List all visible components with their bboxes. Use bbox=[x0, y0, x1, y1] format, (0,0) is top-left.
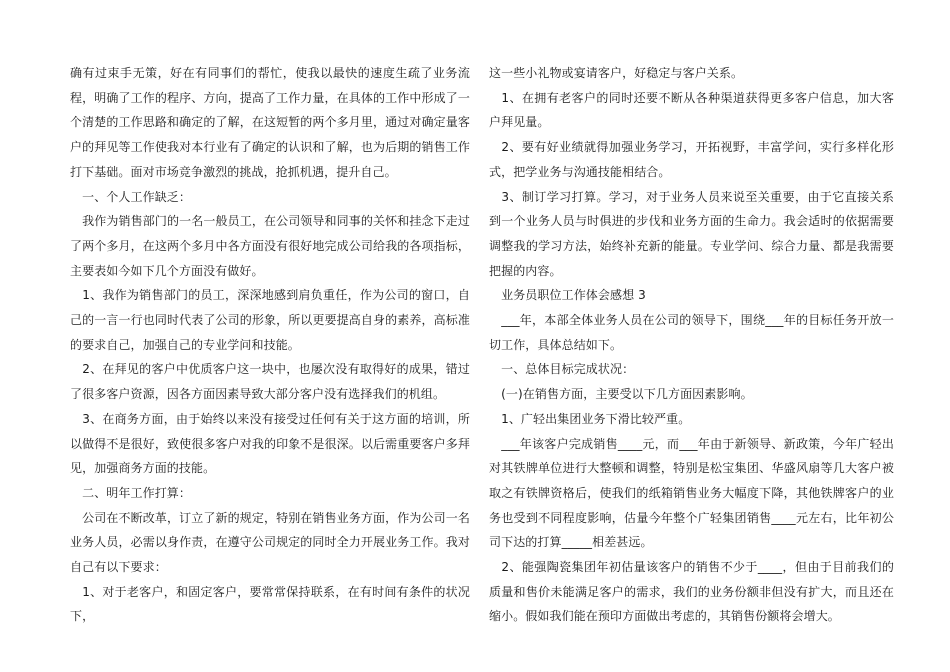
left-text-column bbox=[70, 61, 470, 629]
paragraph: ___年该客户完成销售____元，而___年由于新领导、新政策，今年广轻出对其铁牌单位进行大整顿和调整，特别是松宝集团、华盛风扇等几大客户被取之有铁牌资格后，使我们的纸箱销售业务大幅度下降，其他铁牌客户的业务也受到不同程度影响，估量今年整个广轻集团销售____元左右，比年初公司下达的打算_____相差甚远。 bbox=[489, 436, 894, 550]
list-item: 1、对于老客户，和固定客户，要常常保持联系，在有时间有条件的状况下， bbox=[70, 584, 470, 624]
article-title: 业务员职位工作体会感想 3 bbox=[489, 288, 646, 303]
list-item: 2、要有好业绩就得加强业务学习，开拓视野，丰富学问，实行多样化形式，把学业务与沟通技能相结合。 bbox=[489, 140, 894, 179]
right-text-column bbox=[489, 61, 894, 629]
section-heading-shortcomings: 一、个人工作缺乏： bbox=[70, 189, 192, 204]
paragraph: 我作为销售部门的一名一般员工，在公司领导和同事的关怀和挂念下走过了两个多月，在这两个多月中各方面没有很好地完成公司给我的各项指标，主要表如今如下几个方面没有做好。 bbox=[70, 214, 470, 278]
section-heading-overall: 一、总体目标完成状况： bbox=[489, 362, 635, 377]
paragraph: 确有过束手无策，好在有同事们的帮忙，使我以最快的速度生疏了业务流程，明确了工作的程序、方向，提高了工作力量，在具体的工作中形成了一个清楚的工作思路和确定的了解，在这短暂的两个多月里，通过对确定量客户的拜见等工作使我对本行业有了确定的认识和了解，也为后期的销售工作打下基础。面对市场竞争激烈的挑战，抢抓机遇，提升自己。 bbox=[70, 66, 470, 179]
list-item: 1、我作为销售部门的员工，深深地感到肩负重任，作为公司的窗口，自己的一言一行也同时代表了公司的形象，所以更要提高自身的素养，高标准的要求自己，加强自己的专业学问和技能。 bbox=[70, 288, 470, 352]
list-item: 2、能强陶瓷集团年初估量该客户的销售不少于____，但由于目前我们的质量和售价未能满足客户的需求，我们的业务份额非但没有扩大，而且还在缩小。假如我们能在预印方面做出考虑的，其销售份额将会增大。 bbox=[489, 560, 894, 624]
list-item: 3、在商务方面，由于始终以来没有接受过任何有关于这方面的培训，所以做得不是很好，致使很多客户对我的印象不是很深。以后需重要客户多拜见，加强商务方面的技能。 bbox=[70, 411, 470, 476]
list-item: 1、在拥有老客户的同时还要不断从各种渠道获得更多客户信息，加大客户拜见量。 bbox=[489, 90, 894, 130]
list-item: 1、广轻出集团业务下滑比较严重。 bbox=[489, 411, 691, 426]
section-heading-plan: 二、明年工作打算： bbox=[70, 485, 192, 500]
paragraph: ___年，本部全体业务人员在公司的领导下，围绕___年的目标任务开放一切工作，具体总结如下。 bbox=[489, 313, 894, 352]
subsection-heading: (一)在销售方面，主要受以下几方面因素影响。 bbox=[489, 387, 753, 402]
paragraph: 这一些小礼物或宴请客户，好稳定与客户关系。 bbox=[489, 66, 744, 80]
list-item: 2、在拜见的客户中优质客户这一块中，也屡次没有取得好的成果，错过了很多客户资源，因各方面因素导致大部分客户没有选择我们的机组。 bbox=[70, 362, 470, 402]
list-item: 3、制订学习打算。学习，对于业务人员来说至关重要，由于它直接关系到一个业务人员与时俱进的步伐和业务方面的生命力。我会适时的依据需要调整我的学习方法，始终补充新的能量。专业学问、综合力量、都是我需要把握的内容。 bbox=[489, 189, 894, 278]
paragraph: 公司在不断改革，订立了新的规定，特别在销售业务方面，作为公司一名业务人员，必需以身作责，在遵守公司规定的同时全力开展业务工作。我对自己有以下要求： bbox=[70, 510, 470, 575]
